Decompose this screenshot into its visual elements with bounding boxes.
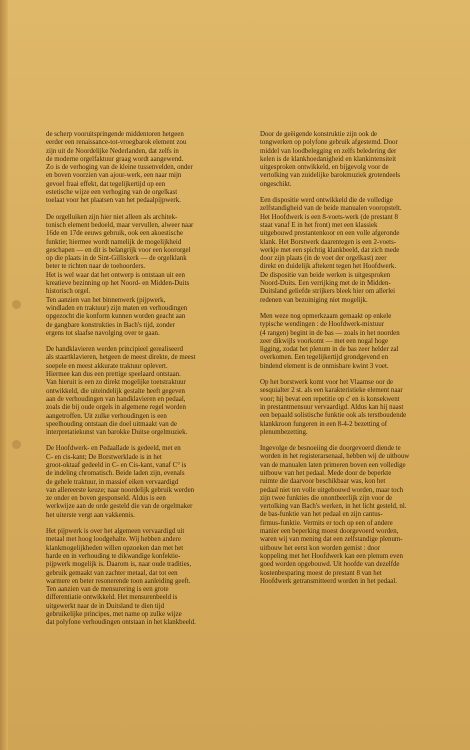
text-line: ongeschikt. <box>260 180 292 188</box>
text-line: zelfstandigheid van de beide manualen vooropstelt. <box>260 205 402 213</box>
text-line: Van hieruit is een zo direkt mogelijke toetstraktuur <box>46 379 186 387</box>
text-line: Ten aanzien van het binnenwerk (pijpwerk, <box>46 296 166 304</box>
text-line: dat polyfone verhoudingen ontstaan in het klankbeeld. <box>46 619 196 627</box>
text-line: harde en in verhouding te dikwandige konfektie- <box>46 552 181 560</box>
text-line: Het is wel waar dat het ontwerp is ontstaan uit een <box>46 271 185 279</box>
text-line: Ingevolge de besnoeiing die doorgevoerd diende te <box>260 445 401 453</box>
text-line: C- en cis-kant; De Borstwerklade is in het <box>46 453 162 461</box>
text-line: pijpwerk mogelijk is. Daarom is, naar oude tradities, <box>46 561 192 569</box>
text-line: klank. Het Borstwerk daarentegen is een 2-voets- <box>260 238 397 246</box>
text-line: direkt en duidelijk aftekent tegen het Hoofdwerk. <box>260 263 397 271</box>
text-line: van de manualen laten primeren boven een volledige <box>260 461 406 469</box>
text-line: Noord-Duits. Een verrijking met de in Midden- <box>260 280 391 288</box>
text-line: de moderne orgelfaktuur graag wordt aangewend. <box>46 155 184 163</box>
punch-hole-mark <box>12 440 21 449</box>
text-line: sesquialter 2 st. als een karakteristieke element naar <box>260 387 403 395</box>
text-line: differentiatie ontwikkeld. Het mensurenbeeld is <box>46 594 178 602</box>
text-line: historisch orgel. <box>46 288 91 296</box>
text-line: (4 rangen) begint in de bas — zoals in het noorden <box>260 329 400 337</box>
text-line: toelaat voor het plaatsen van het pedaalpijpwerk. <box>46 197 181 205</box>
text-line: warmere en beter resonerende toon aanleiding geeft. <box>46 577 191 585</box>
text-line: firmus-funktie. Vermits er toch op een of andere <box>260 519 393 527</box>
text-line: vertolking van Bach's werken, in het licht gesteld, nl. <box>260 503 407 511</box>
text-line: zeer dikwijls voorkomt — met een nogal hoge <box>260 337 389 345</box>
text-line: windladen en traktuur) zijn maten en verhoudingen <box>46 304 188 312</box>
text-line: de scherp vooruitspringende middentoren hetgeen <box>46 131 184 138</box>
text-line: klankmogelijkheden willen opzoeken dan met het <box>46 544 184 552</box>
text-line: De Hoofdwerk- en Pedaallade is gedeeld, met en <box>46 445 181 453</box>
paragraph <box>260 445 438 586</box>
text-line: staat vanaf E in het front) met een klassiek <box>260 221 378 229</box>
text-line: kelen is de klankhoedanigheid en klankintensiteit <box>260 155 397 163</box>
text-line: uitbouw het eerst kon worden gemist : door <box>260 544 380 552</box>
text-line: estetische wijze een verhoging van de orgelkast <box>46 189 178 197</box>
text-line: Door de geëigende konstruktie zijn ook de <box>260 131 378 138</box>
text-line: uitgesproken ontwikkeld, en bijgevolg voor de <box>260 164 389 172</box>
text-line: overkomen. Een tegelijkertijd grondgevend en <box>260 354 389 362</box>
text-line: beter te richten naar de toehoorders. <box>46 263 146 271</box>
text-line: metaal met hoog loodgehalte. Wij hebben andere <box>46 536 181 544</box>
paragraph <box>260 131 438 189</box>
text-line: Zo is de verhoging van de kleine tussenvelden, onder <box>46 164 193 172</box>
text-line: opgezocht die konform kunnen worden geacht aan <box>46 313 186 321</box>
text-line: typische wendingen : de Hoofdwerk-mixtuur <box>260 321 385 329</box>
text-line: de indeling chromatisch. Beide laden zijn, evenals <box>46 470 185 478</box>
text-line: Op het borstwerk komt voor het Vlaamse oor de <box>260 379 394 387</box>
text-line: aangetroffen. Uit zulke verhoudingen is een <box>46 412 167 420</box>
text-line: zijn twee funkties die onontbeerlijk zijn voor de <box>260 494 393 502</box>
text-line: aan de verhoudingen van handklavieren en pedaal, <box>46 395 186 403</box>
paragraph <box>46 346 251 437</box>
text-line: vertolking van zuidelijke barokmuziek grotendeels <box>260 172 401 180</box>
text-line: ontwikkeld, die uiteindelijk gestalte heeft gegeven <box>46 387 185 395</box>
text-line: een bepaald solistische funktie ook als terstboudende <box>260 412 407 420</box>
text-line: kostenbesparing moest de prestant 8 van het <box>260 569 382 577</box>
text-line: zoals die bij oude orgels in algemene regel worden <box>46 404 186 412</box>
text-line: speelhouding ontstaan die doel uitmaakt van de <box>46 420 177 428</box>
text-line: redenen van bezuiniging niet mogelijk. <box>260 296 368 304</box>
text-line: Het pijpwerk is over het algemeen vervaardigd uit <box>46 528 185 536</box>
punch-hole-mark <box>12 300 21 309</box>
text-line: pedaal niet ten volle uitgebouwd worden, maar toch <box>260 486 404 494</box>
text-line: door zijn plaats (in de voet der orgelkast) zeer <box>260 255 387 263</box>
text-line: ze onder en boven gesponseld. Aldus is een <box>46 495 166 503</box>
text-line: tongwerken op polyfone gebruik afgestemd. Door <box>260 139 398 147</box>
text-line: funktie; hiermee wordt namelijk de mogelijkheid <box>46 238 182 246</box>
text-line: waren wij van mening dat een zelfstandige plenum- <box>260 536 403 544</box>
paragraph <box>260 379 438 437</box>
text-line: uitgewerkt naar de in Duitsland te dien tijd <box>46 602 165 610</box>
text-line: De orgelluiken zijn hier niet alleen als architek- <box>46 213 178 221</box>
text-line: uitbouw van het pedaal. Mede door de beperkte <box>260 469 392 477</box>
text-line: De handklavieren werden principieel gerealiseerd <box>46 346 183 354</box>
text-line: Het Hoofdwerk is een 8-voets-werk (de prestant 8 <box>260 213 398 221</box>
text-line: middel van loodbelegging en zelfs beledering der <box>260 147 397 155</box>
text-line: gebruikelijke principes, met name op zulke wijze <box>46 611 182 619</box>
text-line: op die plaats in de Sint-Gilliskerk — de orgelklank <box>46 255 187 263</box>
text-line: plenumbezetting. <box>260 428 308 436</box>
text-line: klankkroon fungeren in een 8-4-2 bezetting of <box>260 420 388 428</box>
paragraph <box>46 214 251 338</box>
text-line: zijn uit de Noordelijke Nederlanden, dat zelfs in <box>46 147 179 155</box>
text-line: goed worden opgebouwd. Uit hoofde van dezelfde <box>260 561 400 569</box>
text-line: ligging, zodat het plenum in de bas zeer helder zal <box>260 346 399 354</box>
text-line: kreatieve bezinning op het Noord- en Midden-Duits <box>46 280 190 288</box>
text-line: interpretatiekunst van barokke Duitse orgelmuziek. <box>46 429 188 437</box>
text-line: ergens tot slaafse navolging over te gaan. <box>46 329 160 337</box>
paragraph <box>260 197 438 305</box>
text-line: de gangbare konstrukties in Bach's tijd, zonder <box>46 321 175 329</box>
text-line: gebruik gemaakt van zachter metaal, dat tot een <box>46 569 178 577</box>
text-line: en boven voorzien van ajour-werk, een naar mijn <box>46 172 182 180</box>
text-line: uitgebouwd prestantenkoor en een volle afgeronde <box>260 230 400 238</box>
text-line: voor; hij bevat een repetitie op c' en is konsekwent <box>260 395 400 403</box>
text-line: 16de en 17de eeuws gebruik, ook een akoestische <box>46 230 184 238</box>
paragraph <box>46 131 251 206</box>
text-line: Hiermee kan dus een prettige speelaard ontstaan. <box>46 371 181 379</box>
text-line: als staartklavieren, hetgeen de meest direkte, de meest <box>46 354 196 362</box>
right-text-column <box>260 131 438 594</box>
text-line: bindend element is de onmisbare kwint 3 voet. <box>260 362 389 370</box>
text-line: Duitsland geliefde strijkers bleek hier om allerlei <box>260 288 396 296</box>
text-line: werkwijze aan de orde gesteld die van de orgelmaker <box>46 503 193 511</box>
text-line: Ten aanzien van de mensurering is een grote <box>46 586 169 594</box>
text-line: De dispositie van beide werken is uitgesproken <box>260 271 391 279</box>
text-line: van allereerste keuze; naar noordelijk gebruik werden <box>46 486 195 494</box>
text-line: de gehele traktuur, in massief eiken vervaardigd <box>46 478 179 486</box>
text-line: werkje met een spichtig klankbeeld, dat zich mede <box>260 246 400 254</box>
text-line: tonisch element bedoeld, maar vervullen, alweer naar <box>46 221 194 229</box>
text-line: Hoofdwerk getransmitteerd worden in het pedaal. <box>260 577 397 585</box>
text-line: in prestantmensuur vervaardigd. Aldus kan hij naast <box>260 403 404 411</box>
paragraph <box>260 313 438 371</box>
text-line: groot-oktaaf gedeeld in C- en Cis-kant, vanaf C° is <box>46 461 187 469</box>
text-line: geschapen — en dit is belangrijk voor een koororgel <box>46 246 191 254</box>
text-line: soepele en meest akkurate traktuur oplevert. <box>46 362 168 370</box>
text-line: worden in het registerarsenaal, hebben wij de uitbouw <box>260 453 410 461</box>
paragraph <box>46 528 251 628</box>
text-line: ruimte die daarvoor beschikbaar was, kon het <box>260 478 386 486</box>
text-line: gevoel fraai effekt, dat tegelijkertijd op een <box>46 180 166 188</box>
text-line: de bas-funktie van het pedaal en zijn cantus- <box>260 511 383 519</box>
text-line: Men weze nog opmerkzaam gemaakt op enkele <box>260 312 392 320</box>
text-line: koppeling met het Hoofdwerk kan een plenum even <box>260 552 403 560</box>
left-text-column <box>46 131 251 636</box>
text-line: het uiterste vergt aan vakkennis. <box>46 511 135 519</box>
text-line: eerder een renaissance-tot-vroegbarok element zou <box>46 139 187 147</box>
text-line: manier een beperking moest doorgevoerd worden, <box>260 528 399 536</box>
text-line: Een dispositie werd ontwikkeld die de volledige <box>260 197 393 205</box>
page-fold <box>0 0 8 750</box>
paragraph <box>46 445 251 520</box>
